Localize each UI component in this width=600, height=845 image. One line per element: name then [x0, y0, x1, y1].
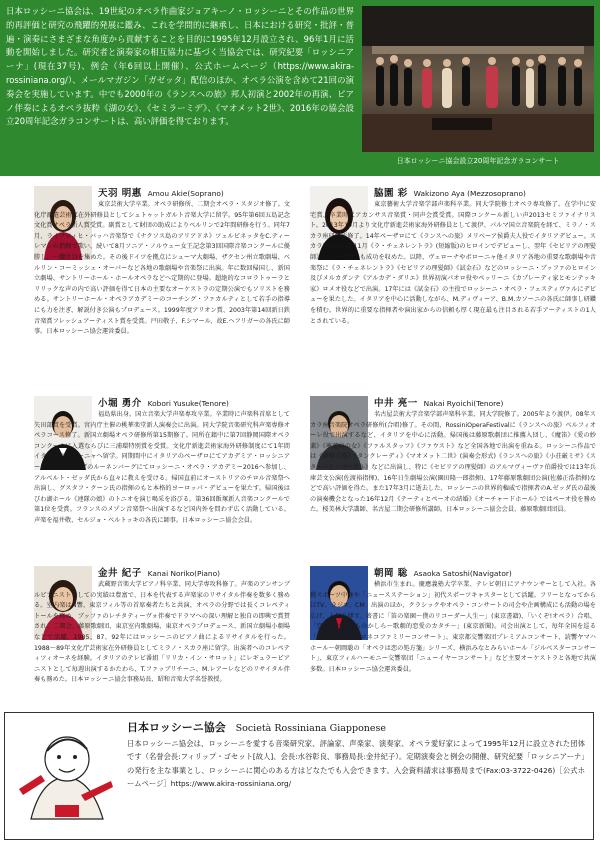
rossini-caricature-illustration — [11, 719, 121, 831]
profile-bio: 東京藝術大学音楽学部声楽科卒業。同大学院修士オペラ専攻修了。在学中に安宅賞、卒業時にアカンサス音楽賞・同声会賞受賞。国際コンクール新しい声2013セミファイナリスト。2013年10月より文化庁新進芸術家海外研修員として渡伊、パルマ国立音楽院を経て、ミラノ・スカラ座研修所修了。14年ペーザロにて《ランスへの旅》メリベーア侯爵夫人役でイタリアデビュー。スカラ座には同年11月《ラ・チェネレントラ》(短縮版)のヒロインでデビューし、翌年《セビリアの理髪師》ロジーナ役でも成功を収めた。以降、ヴェローナやボローニャ他イタリア各地の重要な歌劇場や音楽祭に《ラ・チェネレントラ》《セビリアの理髪師》《試金石》などのロッシーニ・ブッファのヒロイン及びメルカダンテ《アルカデ・ダリエ》世界初演パオロ役やペッリーニ《カプレーティ家とモンテッキ家》ロメオ役などで出演。17年には《試金石》の主役でロッシーニ・オペラ・フェスティヴァルにデビューを果たした。イタリアを中心に活動しながら、M.ディヴィーア、B.M.カソーニの各氏に師事し研鑽を積む。世界的に重要な指揮者や演出家からの信頼も厚く現在最も注目される若手アーティストの1人とされている。 — [310, 201, 596, 325]
profile-kanai-noriko — [98, 565, 290, 579]
profile-nakai-ryoichi-bio-block — [310, 409, 596, 516]
society-title — [127, 719, 386, 735]
society-info-box — [4, 712, 594, 840]
profile-name — [374, 395, 596, 409]
profile-name-roman: Wakizono Aya (Mezzosoprano) — [413, 189, 526, 198]
profile-amou-akie — [98, 185, 290, 199]
profile-nakai-ryoichi — [374, 395, 596, 409]
profile-bio: 武蔵野音楽大学ピアノ科卒業、同大学専攻科修了。声楽のアンサンブルピアニストとしての実績は豊富で、日本を代表する声楽家のリサイタル伴奏を数多く務める。室内楽はN響、東京フィル等の首席奏者たちと共演、オペラの分野では長くコレペティトールを務め、ブッファのレチタティーヴォ伴奏でドラマへの深い理解と独自の即興で賞賛され、二期会、藤原歌劇団、東京室内歌劇場、東京オペラプロデュース、新国立劇場小劇場などで活躍。1985、87、92年にはロッシーニのピアノ曲によるリサイタルを行った。1988～89年文化庁芸術家在外研修員としてミラノ・スカラ座に留学。出演者へのコレペティツィオーネを経験。イタリアのテレビ番組「リリカ・イン・サロット」にレギュラーピアニストとして毎週出演するかたわら、T.ファッブリチーニ、M.レアーレなどのリサイタル伴奏も務めた。日本ロッシーニ協会事務局長、昭和音楽大学名誉教授。 — [34, 581, 290, 684]
society-description: 日本ロッシーニ協会は、ロッシーニを愛する音楽研究家、評論家、声楽家、演奏家、オペラ愛好家によって1995年12月に設立された団体です（名誉会長:フィリップ・ゴセット[故人]、会長:水谷彰良、事務局長:金井紀子）。定期演奏会と例会の開催、研究紀要「ロッシニアーナ」の発行を主な事業とし、ロッシーニに関心のある方はどなたでも入会できます。入会資料請求は事務局まで(Fax:03-3722-0426)［公式ホームページ］https://www.akira-rossiniana.org/ — [127, 739, 585, 789]
profile-name — [98, 565, 290, 579]
gala-concert-photo — [362, 6, 594, 152]
profile-kobori-yusuke-bio-block — [34, 409, 290, 527]
profile-name — [374, 565, 596, 579]
profile-name-roman: Amou Akie(Soprano) — [147, 189, 224, 198]
profile-name-roman: Asaoka Satoshi(Navigator) — [413, 569, 512, 578]
profile-bio: 東京芸術大学卒業。オペラ研修所、二期会オペラ・スタジオ修了。文化庁派遣芸術家在外研修員としてシュトゥットガルト音楽大学に留学。95年第6回五島記念文化賞オペラ新人賞受賞。副賞として財団の助成によりベルリンで2年間研修を行う。同年7月、ライプツィヒ・バッハ音楽祭で《ナクソス島のアリアドネ》ツェルビネッタをC.ティーレマンの指揮で歌い、続いて8月ソニア・ノルウェー女王記念第3回国際音楽コンクールに優勝し、一躍注目を集めた。その後ドイツを拠点にシューマ大劇場、ザクセン州立歌劇場、ベルリン・コーミッシェ・オーパーなど各地の歌劇場や音楽祭に出演。年に数回帰国し、新国立劇場、サントリーホール・ホールオペラなどへ定期的に登場。超絶的なコロラトゥーラとリリックな声の内で高い評価を得て日本の主要なオーケストラの定期公演でもソリストを務める。サントリーホール・オペラアカデミーのコーチング・ファカルティとして若手の指導にも力を注ぎ、解説付き公演もプロデュース。1999年度アリオン賞、2003年第14回新日鉄音楽賞フレッシュアーティスト賞を受賞。戸田敬子、F.シマール、故E.ヘフリガーの各氏に師事。日本ロッシーニ協会運営委員。 — [34, 201, 290, 336]
profile-bio: 名古屋芸術大学音楽学部声楽科卒業、同大学院修了。2005年より渡伊。08年スカラ座音楽院オペラ研修所(合唱)修了。その間、RossiniOperaFestivalに《ランスへの旅》ベルフィオーレ役で出演するなど、イタリアを中心に活動。帰国後は藤原歌劇団に推薦入団し、《魔笛》《愛の妙薬》《夢遊病の女》《ファルスタッフ》《ファウスト》など全国各地で出演を重ねる。ロッシーニ作品では《結婚手形》《タンクレーディ》《マオメット二世》(演奏会形式)《ランスへの旅》《小荘厳ミサ》《スターバト・マーテル》などに出演し、特に《セビリアの理髪師》のアルマヴィーヴァ伯爵役では13年兵庫芸文公演(佐渡裕指揮)、16年日生劇場公演(園田隆一郎指揮)、17年藤原歌劇団公演(佐藤正浩指揮)などで高い評価を得た。また17年3月に逝去した、ロッシーニの世界的権威で指揮者のA.ゼッダ氏の最後の演奏機会となった16年12月《テーティとペーオの結婚》《オーチャードホール》ではペーオ役を務めた。桜美林大学講師、名古屋二期会研修所講師。日本ロッシーニ協会会員、藤原歌劇団団員。 — [310, 411, 596, 514]
intro-text: 日本ロッシーニ協会は、19世紀のオペラ作曲家ジョアキーノ・ロッシーニとその作品の世界的再評価と研究の飛躍的発展に鑑み、これを学問的に継承し、日本における研究・批評・普遍・演奏にさまざまな角度から貢献することを目的に1995年12月設立され、96年1月に活動を開始しました。研究者と演奏家の相互協力に基づく当協会では、研究紀要「ロッシニアーナ」(現在37号)、例会（年6回以上開催）、公式ホームページ（https://www.akira-rossiniana.org/）、メールマガジン「ガゼッタ」配信のほか、オペラ公演を含めて21回の演奏会を実施しています。中でも2000年の《ランスへの旅》邦人初演と2002年の再演、ピアノ伴奏によるオペラ抜粋《湖の女》、《セミラーミデ》、《マオメット2世》、2016年の協会設立20周年記念ガラコンサートは、高い評価を得ております。 — [6, 6, 354, 127]
photo-caption: 日本ロッシーニ協会設立20周年記念ガラコンサート — [396, 157, 560, 165]
profile-name-ja: 小堀 勇介 — [98, 398, 142, 409]
profile-name-roman: Kanai Noriko(Piano) — [147, 569, 221, 578]
profile-kanai-noriko-bio-block — [34, 579, 290, 686]
profile-asaoka-satoshi-bio-block — [310, 579, 596, 675]
profile-wakizono-aya — [374, 185, 596, 199]
profile-name — [374, 185, 596, 199]
society-title-ja: 日本ロッシーニ協会 — [127, 721, 226, 734]
profile-name-roman: Nakai Ryoichi(Tenore) — [423, 399, 504, 408]
profile-name-ja: 朝岡 聡 — [374, 568, 408, 579]
profile-name — [98, 185, 290, 199]
profile-name-ja: 天羽 明惠 — [98, 188, 142, 199]
profile-name — [98, 395, 290, 409]
profile-bio: 福島県出身。国立音楽大学声楽専攻卒業。卒業時に声楽科首席として矢田部賞を受賞。宮内庁主催の桃華楽堂新人演奏会に出演。同大学院音楽研究科声楽専修オペラコース修了。新国立劇場オペラ研修所第15期修了。同所在籍中に第7回静岡国際オペラコンクールに入選ならびに三浦環特別賞を受賞。文化庁新進芸術家海外研修制度にて1年間イタリアのボローニャへ留学。同期間中にイタリアのペーザロにてアカデミア・ロッシニアーナ2016、カナダのルーネンバーグにてロッシーニ・オペラ・アカデミー2016へ参加し、アルベルト・ゼッダ氏から直々に教えを受ける。帰国直前にオーストリアのチロル音楽祭へ出演し、グスタフ・クーン氏の指揮のもと本格的ヨーロッパ・デビューを果たす。帰国後はびわ湖ホール《連隊の娘》のトニオを演じ喝采を浴びる。第36回飯塚新人音楽コンクールで第1位を受賞。フランスのメゾン音楽祭へ出演するなど国内外を問わず広く活動している。声楽を福井敬、セルジョ・ベルトッキの各氏に師事。日本ロッシーニ協会会員。 — [34, 411, 290, 524]
profile-kobori-yusuke — [98, 395, 290, 409]
profile-name-ja: 金井 紀子 — [98, 568, 142, 579]
profile-wakizono-aya-bio-block — [310, 199, 596, 327]
profile-name-ja: 脇園 彩 — [374, 188, 408, 199]
society-title-it: Società Rossiniana Giapponese — [235, 723, 387, 734]
profile-asaoka-satoshi — [374, 565, 596, 579]
profile-name-roman: Kobori Yusuke(Tenore) — [147, 399, 229, 408]
profile-bio: 横浜市生まれ。慶應義塾大学卒業、テレビ朝日にアナウンサーとして入社。各種スポーツ中継や「ニュースステーション」初代スポーツキャスターとして活躍。フリーとなってからはTV、ラジオ、CM 出演のほか、クラシックやオペラ・コンサートの司会や企画構成にも活動の場を広げ、人気を博す。著書に「笛の楽園～僕のリコーダー人生～」(東京書籍)、「いくぞ!オペラ）合唱、「恋とはどんなものかしら～歌劇的恋愛のカタチ～」(東京新聞)。司会出演として、毎年全国を巡る「音楽宅急便～クロネコファミリーコンサート」、東京都交響楽団プレミアムコンサート、読響ヤマハホール～朝岡聡の「オペラは恋の処方箋」シリーズ、横浜みなとみらいホール「ジルベスターコンサート」、東京フィルハーモニー交響楽団「ニューイヤーコンサート」など主要オーケストラと各地で共演多数。日本ロッシーニ協会運営委員。 — [310, 581, 596, 673]
profile-amou-akie-bio-block — [34, 199, 290, 338]
intro-band — [0, 0, 600, 176]
profile-name-ja: 中井 亮一 — [374, 398, 418, 409]
